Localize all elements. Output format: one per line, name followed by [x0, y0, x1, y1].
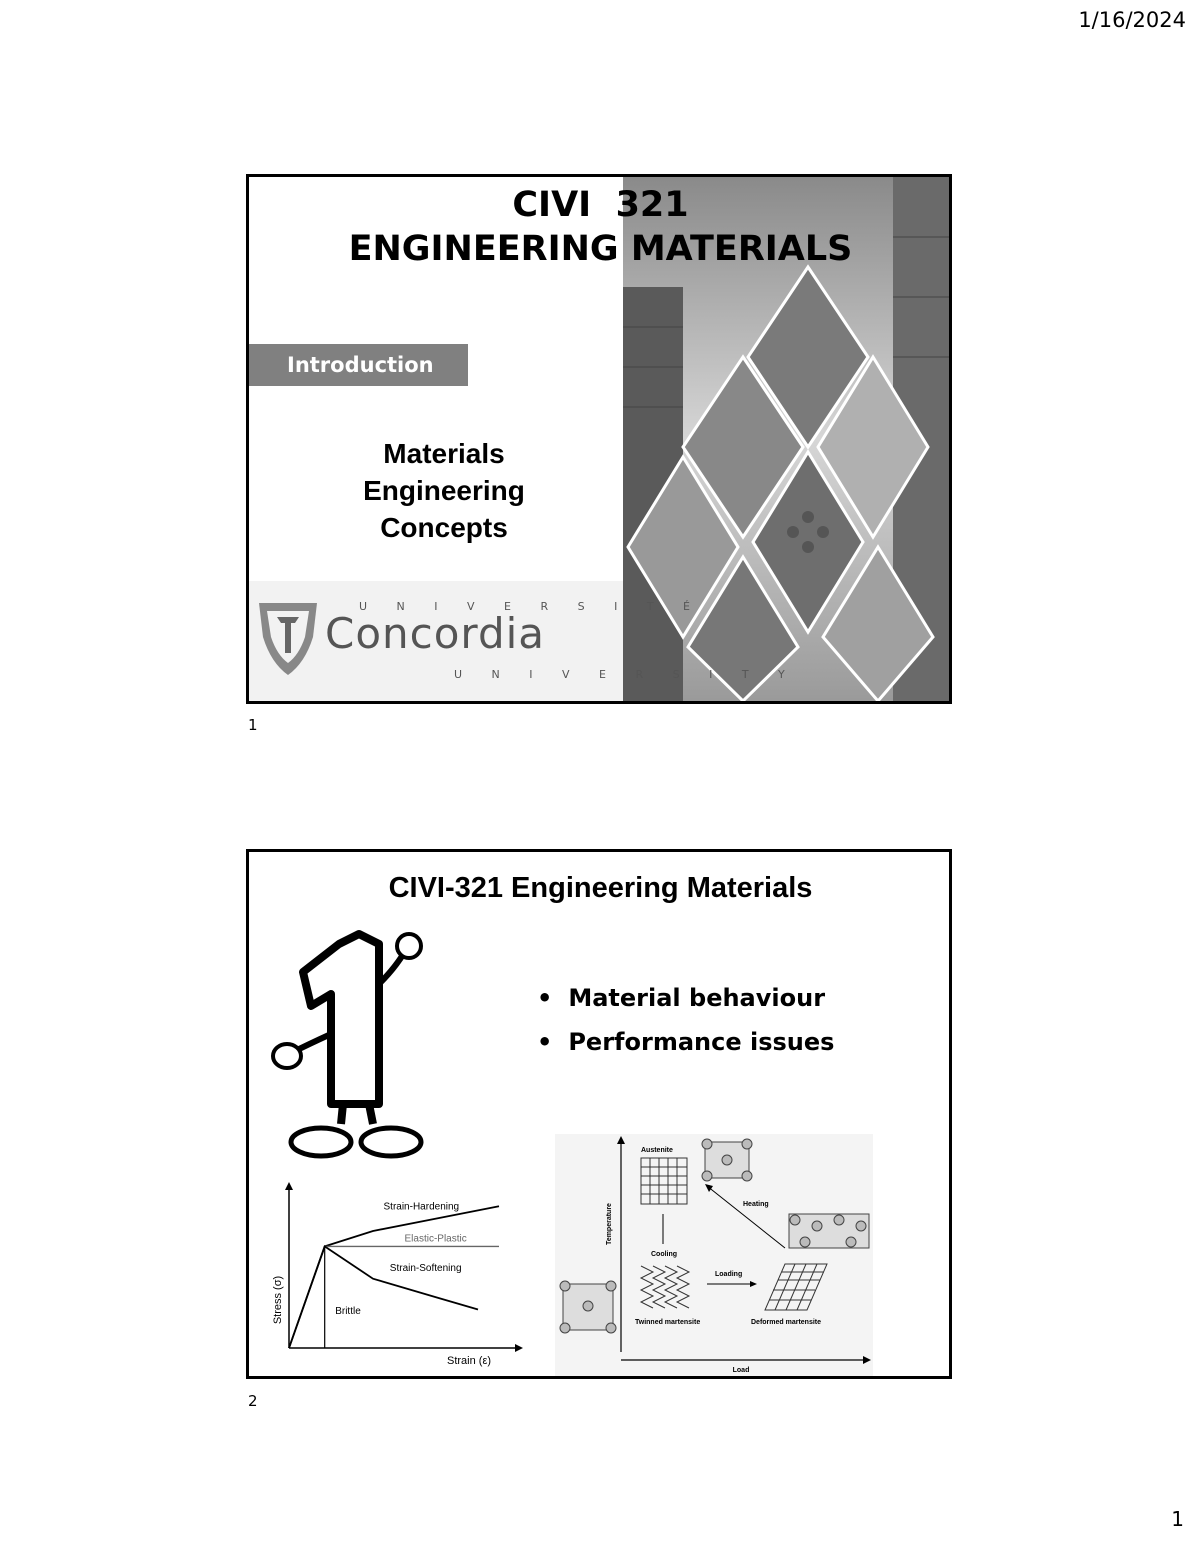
austenite-crystal-icon — [702, 1139, 752, 1181]
bullet-item: • Performance issues — [537, 1028, 834, 1056]
course-code: CIVI 321 — [512, 185, 689, 225]
series-label: Brittle — [335, 1306, 361, 1318]
heating-label: Heating — [743, 1201, 769, 1208]
slide-1-title — [249, 183, 952, 271]
stress-strain-chart — [269, 1180, 529, 1370]
temperature-label: Temperature — [606, 1203, 613, 1245]
slide-1-subtitle — [329, 435, 559, 546]
shape-memory-diagram — [555, 1134, 873, 1376]
austenite-label: Austenite — [641, 1147, 673, 1154]
deformed-crystal-icon — [789, 1214, 869, 1248]
y-axis-arrow-icon — [285, 1182, 293, 1190]
slide-2 — [246, 849, 952, 1379]
logo-concordia-wordmark: Concordia — [325, 609, 546, 658]
cooling-label: Cooling — [651, 1251, 678, 1258]
y-axis-label: Stress (σ) — [272, 1275, 284, 1325]
twinned-crystal-icon — [560, 1281, 616, 1333]
series-line-brittle — [289, 1246, 325, 1348]
twinned-label: Twinned martensite — [635, 1319, 701, 1326]
bullet-item: • Material behaviour — [537, 984, 834, 1012]
logo-university-text: U N I V E R S I T Y — [454, 668, 798, 681]
concordia-shield-icon — [255, 597, 321, 679]
slide-2-title: CIVI-321 Engineering Materials — [388, 872, 813, 904]
series-line-strain-softening — [289, 1246, 478, 1348]
course-name: ENGINEERING MATERIALS — [348, 229, 853, 269]
number-one-mascot-image — [269, 924, 429, 1164]
x-axis-arrow-icon — [515, 1344, 523, 1352]
series-line-elastic-plastic — [289, 1246, 499, 1348]
subtitle-line: Materials — [383, 438, 505, 469]
bullet-list — [537, 984, 834, 1072]
series-line-strain-hardening — [289, 1206, 499, 1348]
logo-universite-text: U N I V E R S I T É — [359, 600, 704, 613]
series-label: Strain-Softening — [389, 1263, 462, 1274]
loading-label: Loading — [715, 1271, 743, 1278]
subtitle-line: Engineering — [363, 475, 525, 506]
deformed-label: Deformed martensite — [751, 1319, 822, 1326]
slide-1 — [246, 174, 952, 704]
subtitle-line: Concepts — [380, 512, 508, 543]
page-number: 1 — [1171, 1507, 1184, 1531]
series-label: Strain-Hardening — [383, 1201, 460, 1213]
section-label: Introduction — [249, 344, 468, 386]
print-date: 1/16/2024 — [1078, 8, 1186, 32]
x-axis-label: Strain (ε) — [446, 1355, 492, 1367]
series-label: Elastic-Plastic — [404, 1233, 467, 1245]
slide-number-2: 2 — [248, 1392, 258, 1410]
load-label: Load — [732, 1367, 750, 1374]
slide-number-1: 1 — [248, 716, 258, 734]
